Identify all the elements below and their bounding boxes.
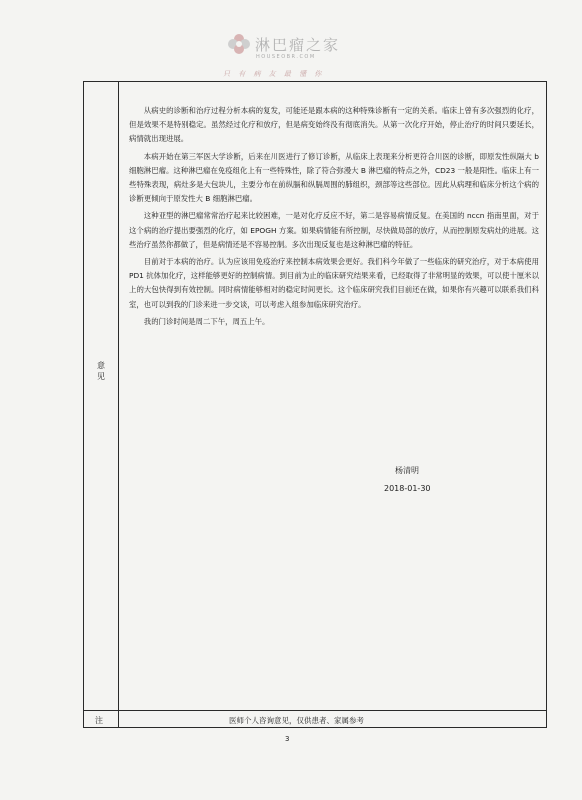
opinion-paragraph: 我的门诊时间是周二下午，周五上午。 (143, 316, 270, 326)
row-divider (84, 710, 546, 711)
opinion-paragraph: 这种亚型的淋巴瘤常常治疗起来比较困难，一是对化疗反应不好，第二是容易病情反复。在美国的 nccn 指南里面，对于这个病的治疗提出要强烈的化疗，如 EPOGH 方案。如果病情能有所控制，尽快做局部的放疗，从而控制原发病灶的进展。这些治疗虽然你都做了，但是病情还是不容易控制。多次出现反复也是这种淋巴瘤的特征。 (129, 211, 539, 249)
note-label: 注 (95, 716, 103, 725)
opinion-paragraph: 本病开始在第三军医大学诊断，后来在川医进行了修订诊断，从临床上表现来分析更符合川医的诊断，即原发性纵隔大 b 细胞淋巴瘤。这种淋巴瘤在免疫组化上有一些特殊性，除了符合弥漫大 B 淋巴瘤的特点之外，CD23 一般是阳性。临床上有一些特殊表现，病灶多是大包块儿，主要分布在前纵膈和纵膈周围的肺组织，颈部等这些部位。因此从病理和临床分析这个病的诊断更倾向于原发性大 B 细胞淋巴瘤。 (129, 151, 539, 204)
opinion-paragraph: 目前对于本病的治疗。认为应该用免疫治疗来控制本病效果会更好。我们科今年做了一些临床的研究治疗，对于本病使用 PD1 抗体加化疗，这样能够更好的控制病情。到目前为止的临床研究结果来看，已经取得了非常明显的效果，可以使十厘米以上的大包快得到有效控制。同时病情能够相对的稳定时间更长。这个临床研究我们目前还在做，如果你有兴趣可以联系我们科室，也可以到我的门诊来进一步交谈，可以考虑入组参加临床研究治疗。 (129, 257, 539, 309)
column-divider (118, 82, 119, 727)
consultation-form (83, 81, 547, 728)
opinion-body (129, 104, 539, 332)
signature-date: 2018-01-30 (384, 484, 431, 493)
opinion-label: 意见 (97, 361, 105, 381)
site-slogan: 只 有 病 友 最 懂 你 (223, 70, 325, 78)
note-text: 医师个人咨询意见，仅供患者、家属参考 (229, 716, 364, 725)
site-url: HOUSEOBR.COM (256, 54, 316, 60)
signature-name: 杨清明 (395, 466, 419, 475)
site-name: 淋巴瘤之家 (255, 36, 341, 54)
flower-logo-icon (226, 32, 252, 56)
site-logo (223, 32, 366, 78)
page-number: 3 (285, 735, 290, 743)
opinion-paragraph: 从病史的诊断和治疗过程分析本病的复发，可能还是跟本病的这种特殊诊断有一定的关系。临床上曾有多次强烈的化疗，但是效果不是特别稳定。虽然经过化疗和放疗，但是病变始终没有彻底消失。从第一次化疗开始，停止治疗的时间只要延长，病情就出现进展。 (129, 106, 539, 144)
